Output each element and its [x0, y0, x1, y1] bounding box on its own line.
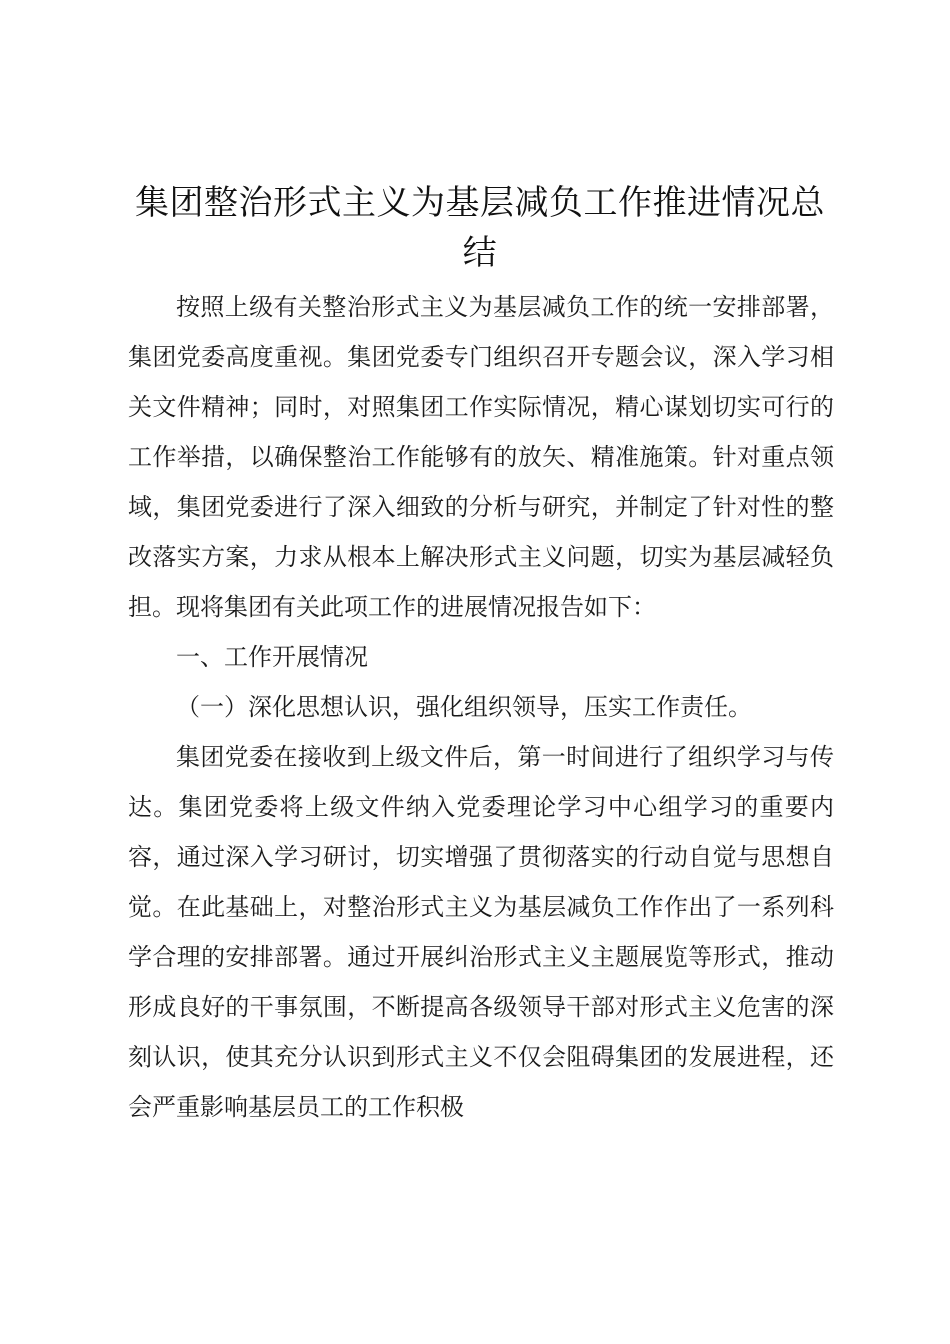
subsection-heading: （一）深化思想认识，强化组织领导，压实工作责任。	[176, 693, 752, 721]
document-body	[128, 282, 834, 1132]
intro-paragraph: 按照上级有关整治形式主义为基层减负工作的统一安排部署，集团党委高度重视。集团党委专门组织召开专题会议，深入学习相关文件精神；同时，对照集团工作实际情况，精心谋划切实可行的工作举措，以确保整治工作能够有的放矢、精准施策。针对重点领域，集团党委进行了深入细致的分析与研究，并制定了针对性的整改落实方案，力求从根本上解决形式主义问题，切实为基层减轻负担。现将集团有关此项工作的进展情况报告如下：	[128, 293, 834, 621]
document-title: 集团整治形式主义为基层减负工作推进情况总结	[135, 183, 825, 273]
section-heading: 一、工作开展情况	[176, 643, 368, 671]
body-paragraph: 集团党委在接收到上级文件后，第一时间进行了组织学习与传达。集团党委将上级文件纳入党委理论学习中心组学习的重要内容，通过深入学习研讨，切实增强了贯彻落实的行动自觉与思想自觉。在此基础上，对整治形式主义为基层减负工作作出了一系列科学合理的安排部署。通过开展纠治形式主义主题展览等形式，推动形成良好的干事氛围，不断提高各级领导干部对形式主义危害的深刻认识，使其充分认识到形式主义不仅会阻碍集团的发展进程，还会严重影响基层员工的工作积极	[128, 743, 834, 1121]
